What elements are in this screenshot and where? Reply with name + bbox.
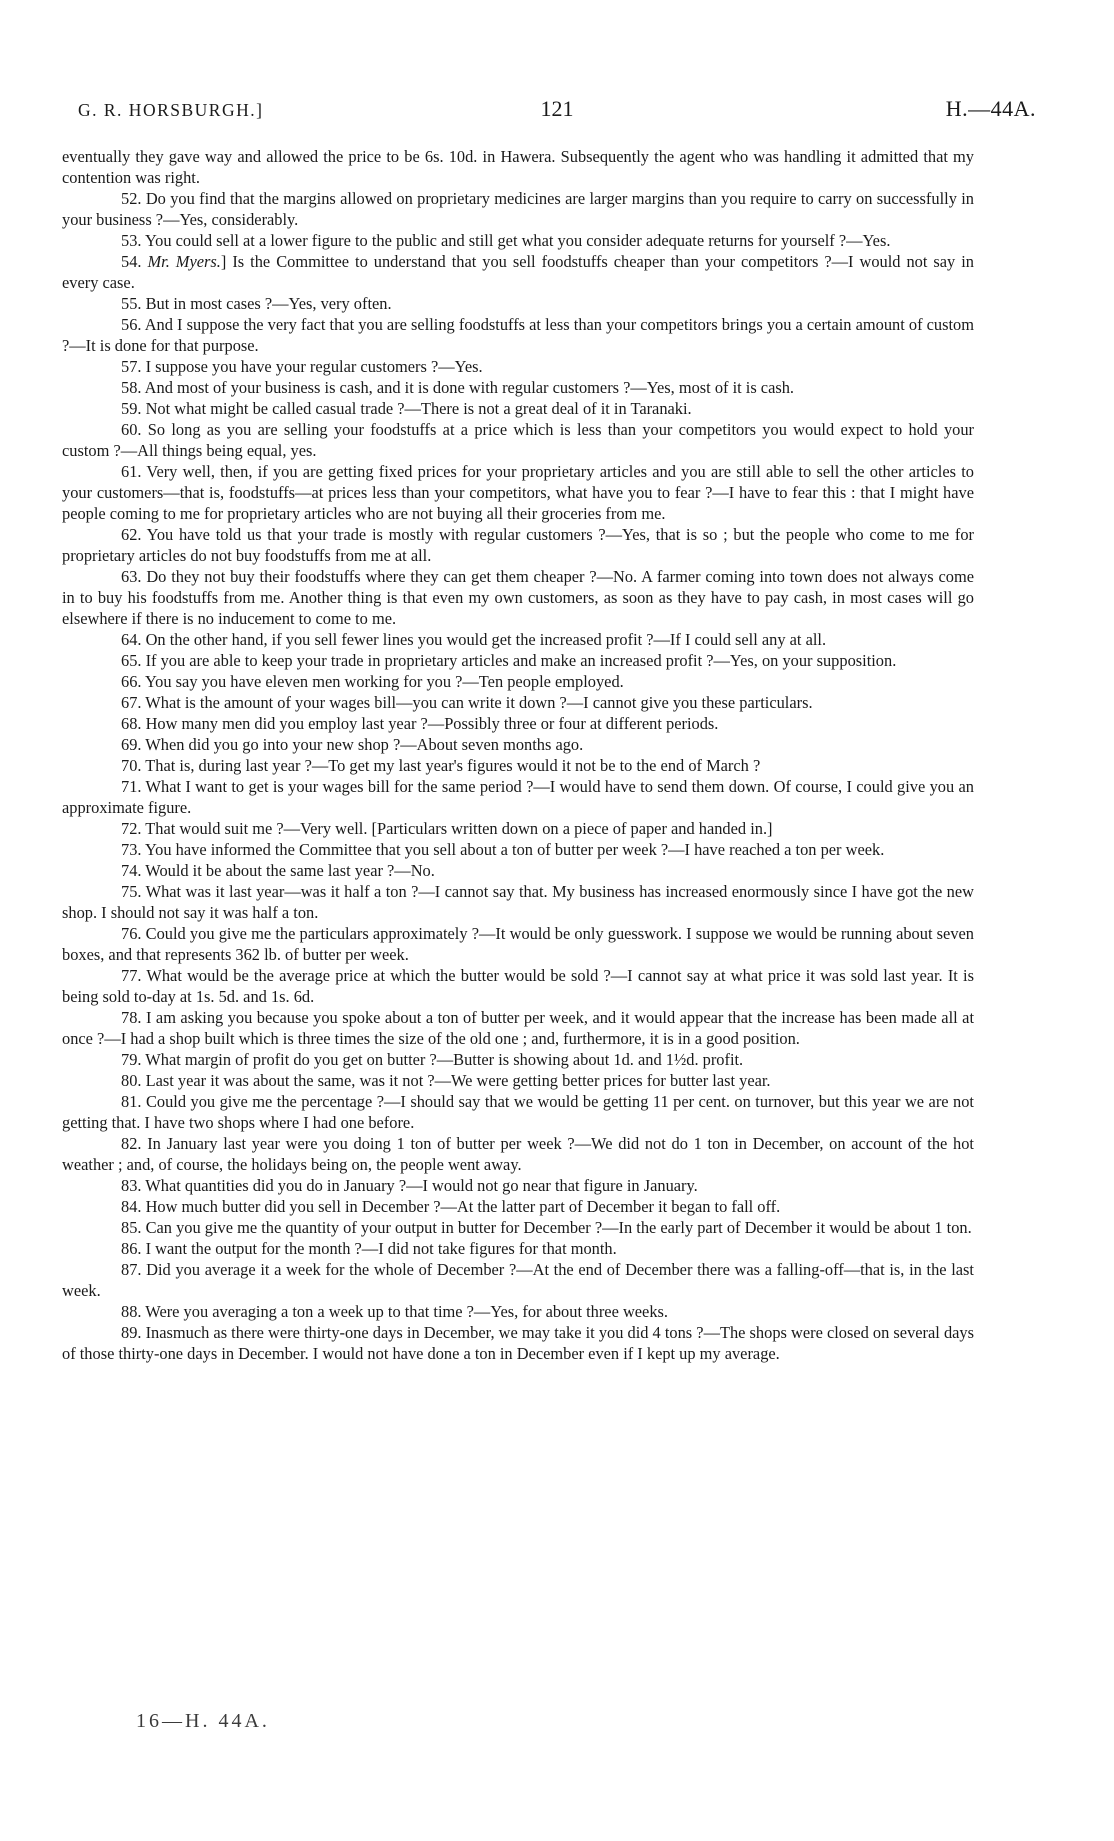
question-answer-paragraph: 76. Could you give me the particulars approximately ?—It would be only guesswork. I suppose we would be running about seven boxes, and that represents 362 lb. of butter per week. [62,924,974,964]
question-answer-paragraph: 87. Did you average it a week for the whole of December ?—At the end of December there was a falling-off—that is, in the last week. [62,1260,974,1300]
question-answer-paragraph: 82. In January last year were you doing 1 ton of butter per week ?—We did not do 1 ton in December, on account of the hot weather ; and, of course, the holidays being on, the people went away. [62,1134,974,1174]
question-answer-paragraph: 74. Would it be about the same last year ?—No. [121,861,435,880]
page-header [78,96,1036,124]
question-answer-paragraph: 57. I suppose you have your regular customers ?—Yes. [121,357,483,376]
question-answer-paragraph: 70. That is, during last year ?—To get my last year's figures would it not be to the end of March ? [121,756,761,775]
question-answer-paragraph: 80. Last year it was about the same, was it not ?—We were getting better prices for butter last year. [121,1071,771,1090]
question-answer-paragraph: 83. What quantities did you do in January ?—I would not go near that figure in January. [121,1176,698,1195]
question-answer-paragraph: 84. How much butter did you sell in December ?—At the latter part of December it began to fall off. [121,1197,781,1216]
question-answer-paragraph: 62. You have told us that your trade is mostly with regular customers ?—Yes, that is so ; but the people who come to me for proprietary articles do not buy foodstuffs from me at all. [62,525,974,565]
question-answer-paragraph: 71. What I want to get is your wages bill for the same period ?—I would have to send them down. Of course, I could give you an approximate figure. [62,777,974,817]
speaker-name: Mr. Myers. [147,252,221,271]
question-answer-paragraph: 53. You could sell at a lower figure to the public and still get what you consider adequate returns for yourself ?—Yes. [121,231,891,250]
question-answer-paragraph: 55. But in most cases ?—Yes, very often. [121,294,392,313]
question-answer-paragraph: 66. You say you have eleven men working for you ?—Ten people employed. [121,672,624,691]
page-number: 121 [540,96,574,121]
question-answer-paragraph: 67. What is the amount of your wages bill—you can write it down ?—I cannot give you these particulars. [121,693,813,712]
question-answer-paragraph: 75. What was it last year—was it half a ton ?—I cannot say that. My business has increased enormously since I have got the new shop. I should not say it was half a ton. [62,882,974,922]
question-answer-paragraph: 58. And most of your business is cash, and it is done with regular customers ?—Yes, most of it is cash. [121,378,795,397]
question-answer-paragraph: 81. Could you give me the percentage ?—I should say that we would be getting 11 per cent. on turnover, but this year we are not getting that. I have two shops where I had one before. [62,1092,974,1132]
question-answer-paragraph: 86. I want the output for the month ?—I did not take figures for that month. [121,1239,617,1258]
question-answer-paragraph: 61. Very well, then, if you are getting fixed prices for your proprietary articles and you are still able to sell the other articles to your customers—that is, foodstuffs—at prices less than your competitors, what have you to fear ?—I have to fear this : that I might have people coming to me for proprietary articles who are not buying all their groceries from me. [62,462,974,523]
evidence-body [62,146,974,1364]
question-answer-paragraph: 68. How many men did you employ last year ?—Possibly three or four at different periods. [121,714,719,733]
question-answer-paragraph: 77. What would be the average price at which the butter would be sold ?—I cannot say at what price it was sold last year. It is being sold to-day at 1s. 5d. and 1s. 6d. [62,966,974,1006]
question-answer-paragraph: 89. Inasmuch as there were thirty-one days in December, we may take it you did 4 tons ?—The shops were closed on several days of those thirty-one days in December. I would not have done a ton in December even if I kept up my average. [62,1323,974,1363]
signature-mark: 16—H. 44A. [136,1710,270,1732]
continued-paragraph: eventually they gave way and allowed the price to be 6s. 10d. in Hawera. Subsequently the agent who was handling it admitted that my contention was right. [62,147,974,187]
question-answer-paragraph: 73. You have informed the Committee that you sell about a ton of butter per week ?—I have reached a ton per week. [121,840,885,859]
question-answer-paragraph: 56. And I suppose the very fact that you are selling foodstuffs at less than your competitors brings you a certain amount of custom ?—It is done for that purpose. [62,315,974,355]
question-answer-paragraph: 78. I am asking you because you spoke about a ton of butter per week, and it would appear that the increase has been made all at once ?—I had a shop built which is three times the size of the old one ; and, furthermore, it is in a good position. [62,1008,974,1048]
question-answer-paragraph: 72. That would suit me ?—Very well. [Particulars written down on a piece of paper and handed in.] [121,819,773,838]
question-answer-paragraph: 59. Not what might be called casual trade ?—There is not a great deal of it in Taranaki. [121,399,692,418]
question-answer-paragraph: 60. So long as you are selling your foodstuffs at a price which is less than your competitors you would expect to hold your custom ?—All things being equal, yes. [62,420,974,460]
question-answer-paragraph: 65. If you are able to keep your trade in proprietary articles and make an increased profit ?—Yes, on your supposition. [121,651,897,670]
question-answer-paragraph: 85. Can you give me the quantity of your output in butter for December ?—In the early part of December it would be about 1 ton. [121,1218,972,1237]
question-answer-paragraph: 88. Were you averaging a ton a week up to that time ?—Yes, for about three weeks. [121,1302,669,1321]
header-witness-name: G. R. HORSBURGH.] [78,100,264,120]
paper-reference: H.—44A. [945,96,1036,121]
question-answer-paragraph: 54. Mr. Myers.] Is the Committee to understand that you sell foodstuffs cheaper than your competitors ?—I would not say in every case. [62,252,975,292]
question-answer-paragraph: 79. What margin of profit do you get on butter ?—Butter is showing about 1d. and 1½d. profit. [121,1050,744,1069]
question-answer-paragraph: 63. Do they not buy their foodstuffs where they can get them cheaper ?—No. A farmer coming into town does not always come in to buy his foodstuffs from me. Another thing is that even my own customers, as soon as they have to pay cash, in most cases will go elsewhere if there is no inducement to come to me. [62,567,974,628]
question-answer-paragraph: 52. Do you find that the margins allowed on proprietary medicines are larger margins than you require to carry on successfully in your business ?—Yes, considerably. [62,189,974,229]
question-answer-paragraph: 64. On the other hand, if you sell fewer lines you would get the increased profit ?—If I could sell any at all. [121,630,827,649]
question-answer-paragraph: 69. When did you go into your new shop ?—About seven months ago. [121,735,584,754]
